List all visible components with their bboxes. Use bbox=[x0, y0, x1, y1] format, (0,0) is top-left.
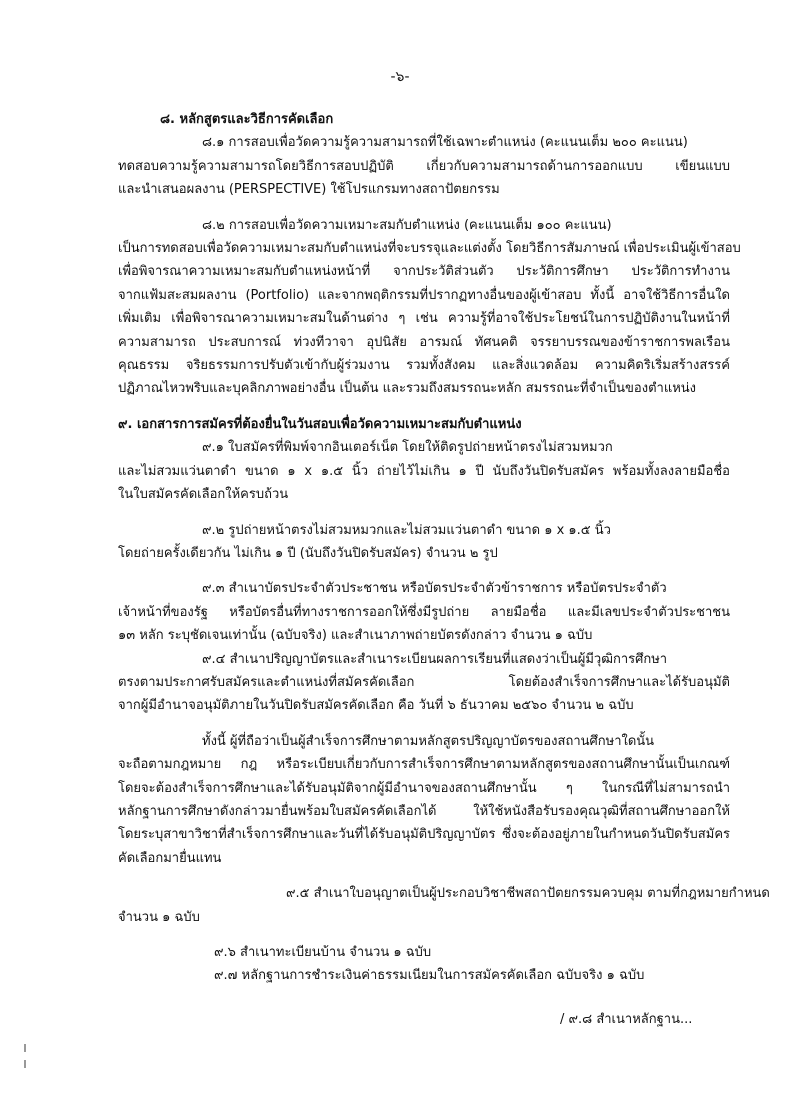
text-line: เป็นการทดสอบเพื่อวัดความเหมาะสมกับตำแหน่งที่จะบรรจุและแต่งตั้ง โดยวิธีการสัมภาษณ์ เพื่อประเมินผู้เข้าสอบ bbox=[118, 241, 741, 257]
text-line: จากแฟ้มสะสมผลงาน (Portfolio) และจากพฤติกรรมที่ปรากฏทางอื่นของผู้เข้าสอบ ทั้งนี้ อาจใช้วิธีการอื่นใด bbox=[118, 287, 730, 303]
text-line: ความสามารถ ประสบการณ์ ท่วงทีวาจา อุปนิสัย อารมณ์ ทัศนคติ จรรยาบรรณของข้าราชการพลเรือน bbox=[118, 334, 730, 350]
text-line: ปฏิภาณไหวพริบและบุคลิกภาพอย่างอื่น เป็นต้น และรวมถึงสมรรถนะหลัก สมรรถนะที่จำเป็นของตำแหน่ง bbox=[118, 381, 697, 397]
text-line: จากผู้มีอำนาจอนุมัติภายในวันปิดรับสมัครคัดเลือก คือ วันที่ ๖ ธันวาคม ๒๕๖๐ จำนวน ๒ ฉบับ bbox=[118, 698, 634, 714]
text-line: และนำเสนอผลงาน (PERSPECTIVE) ใช้โปรแกรมทางสถาปัตยกรรม bbox=[118, 182, 500, 198]
text-line: เพื่อพิจารณาความเหมาะสมกับตำแหน่งหน้าที่ จากประวัติส่วนตัว ประวัติการศึกษา ประวัติการทำงาน bbox=[118, 264, 730, 280]
text-line: ๙.๓ สำเนาบัตรประจำตัวประชาชน หรือบัตรประจำตัวข้าราชการ หรือบัตรประจำตัว bbox=[202, 581, 667, 597]
continuation-note: / ๙.๘ สำเนาหลักฐาน... bbox=[560, 1012, 693, 1027]
text-line: หลักฐานการศึกษาดังกล่าวมายื่นพร้อมใบสมัครคัดเลือกได้ ให้ใช้หนังสือรับรองคุณวุฒิที่สถานศึกษาออกให้ bbox=[118, 803, 730, 819]
text-line: โดยถ่ายครั้งเดียวกัน ไม่เกิน ๑ ปี (นับถึงวันปิดรับสมัคร) จำนวน ๒ รูป bbox=[118, 545, 498, 561]
text-line: ทดสอบความรู้ความสามารถโดยวิธีการสอบปฏิบัติ เกี่ยวกับความสามารถด้านการออกแบบ เขียนแบบ bbox=[118, 158, 730, 174]
paragraph-9-4 bbox=[118, 648, 730, 718]
text-line: เพิ่มเติม เพื่อพิจารณาความเหมาะสมในด้านต่าง ๆ เช่น ความรู้ที่อาจใช้ประโยชน์ในการปฏิบัติงานในหน้าที่ bbox=[118, 311, 730, 327]
text-line: ๘.๒ การสอบเพื่อวัดความเหมาะสมกับตำแหน่ง (คะแนนเต็ม ๑๐๐ คะแนน) bbox=[202, 217, 612, 233]
text-line: ๑๓ หลัก ระบุชัดเจนเท่านั้น (ฉบับจริง) และสำเนาภาพถ่ายบัตรดังกล่าว จำนวน ๑ ฉบับ bbox=[118, 628, 593, 644]
paragraph-9-4-note bbox=[118, 730, 730, 870]
scan-mark bbox=[24, 1060, 26, 1068]
section-9-heading: ๙. เอกสารการสมัครที่ต้องยื่นในวันสอบเพื่อวัดความเหมาะสมกับตำแหน่ง bbox=[118, 416, 522, 432]
text-line: ในใบสมัครคัดเลือกให้ครบถ้วน bbox=[118, 487, 289, 503]
paragraph-9-5 bbox=[118, 882, 770, 929]
text-line: โดยจะต้องสำเร็จการศึกษาและได้รับอนุมัติจากผู้มีอำนาจของสถานศึกษานั้น ๆ ในกรณีที่ไม่สามารถนำ bbox=[118, 780, 730, 796]
paragraph-9-1 bbox=[118, 436, 730, 506]
text-line: โดยระบุสาขาวิชาที่สำเร็จการศึกษาและวันที่ได้รับอนุมัติปริญญาบัตร ซึ่งจะต้องอยู่ภายในกำหนดวันปิดรับสมัคร bbox=[118, 827, 730, 843]
paragraph-8-2 bbox=[118, 214, 741, 401]
paragraph-9-6-9-7 bbox=[118, 941, 730, 988]
text-line: จะถือตามกฎหมาย กฎ หรือระเบียบเกี่ยวกับการสำเร็จการศึกษาตามหลักสูตรของสถานศึกษานั้นเป็นเกณฑ์ bbox=[118, 757, 730, 773]
document-body bbox=[118, 108, 770, 988]
text-line: และไม่สวมแว่นตาดำ ขนาด ๑ x ๑.๕ นิ้ว ถ่ายไว้ไม่เกิน ๑ ปี นับถึงวันปิดรับสมัคร พร้อมทั้งลงลายมือชื่อ bbox=[118, 463, 730, 479]
page-number: -๖- bbox=[390, 69, 410, 85]
text-line: คัดเลือกมายื่นแทน bbox=[118, 850, 222, 866]
text-line: ตรงตามประกาศรับสมัครและตำแหน่งที่สมัครคัดเลือก โดยต้องสำเร็จการศึกษาและได้รับอนุมัติ bbox=[118, 674, 730, 690]
text-line: ๘.๑ การสอบเพื่อวัดความรู้ความสามารถที่ใช้เฉพาะตำแหน่ง (คะแนนเต็ม ๒๐๐ คะแนน) bbox=[202, 135, 688, 151]
paragraph-9-2 bbox=[118, 519, 730, 566]
text-line: ๙.๖ สำเนาทะเบียนบ้าน จำนวน ๑ ฉบับ bbox=[214, 945, 432, 960]
text-line: ๙.๕ สำเนาใบอนุญาตเป็นผู้ประกอบวิชาชีพสถาปัตยกรรมควบคุม ตามที่กฎหมายกำหนด bbox=[286, 886, 770, 902]
text-line: คุณธรรม จริยธรรมการปรับตัวเข้ากับผู้ร่วมงาน รวมทั้งสังคม และสิ่งแวดล้อม ความคิดริเริ่มสร้างสรรค์ bbox=[118, 358, 730, 374]
text-line: ๙.๑ ใบสมัครที่พิมพ์จากอินเตอร์เน็ต โดยให้ติดรูปถ่ายหน้าตรงไม่สวมหมวก bbox=[202, 440, 613, 456]
scan-mark bbox=[24, 1044, 26, 1052]
text-line: จำนวน ๑ ฉบับ bbox=[118, 909, 200, 925]
text-line: เจ้าหน้าที่ของรัฐ หรือบัตรอื่นที่ทางราชการออกให้ซึ่งมีรูปถ่าย ลายมือชื่อ และมีเลขประจำตัวประชาชน bbox=[118, 604, 730, 620]
section-8-heading: ๘. หลักสูตรและวิธีการคัดเลือก bbox=[160, 112, 334, 127]
paragraph-9-3 bbox=[118, 577, 730, 647]
text-line: ๙.๗ หลักฐานการชำระเงินค่าธรรมเนียมในการสมัครคัดเลือก ฉบับจริง ๑ ฉบับ bbox=[214, 968, 645, 984]
text-line: ทั้งนี้ ผู้ที่ถือว่าเป็นผู้สำเร็จการศึกษาตามหลักสูตรปริญญาบัตรของสถานศึกษาใดนั้น bbox=[202, 733, 655, 749]
paragraph-8-1 bbox=[118, 131, 730, 201]
text-line: ๙.๔ สำเนาปริญญาบัตรและสำเนาระเบียนผลการเรียนที่แสดงว่าเป็นผู้มีวุฒิการศึกษา bbox=[202, 651, 668, 667]
text-line: ๙.๒ รูปถ่ายหน้าตรงไม่สวมหมวกและไม่สวมแว่นตาดำ ขนาด ๑ x ๑.๕ นิ้ว bbox=[202, 522, 611, 538]
